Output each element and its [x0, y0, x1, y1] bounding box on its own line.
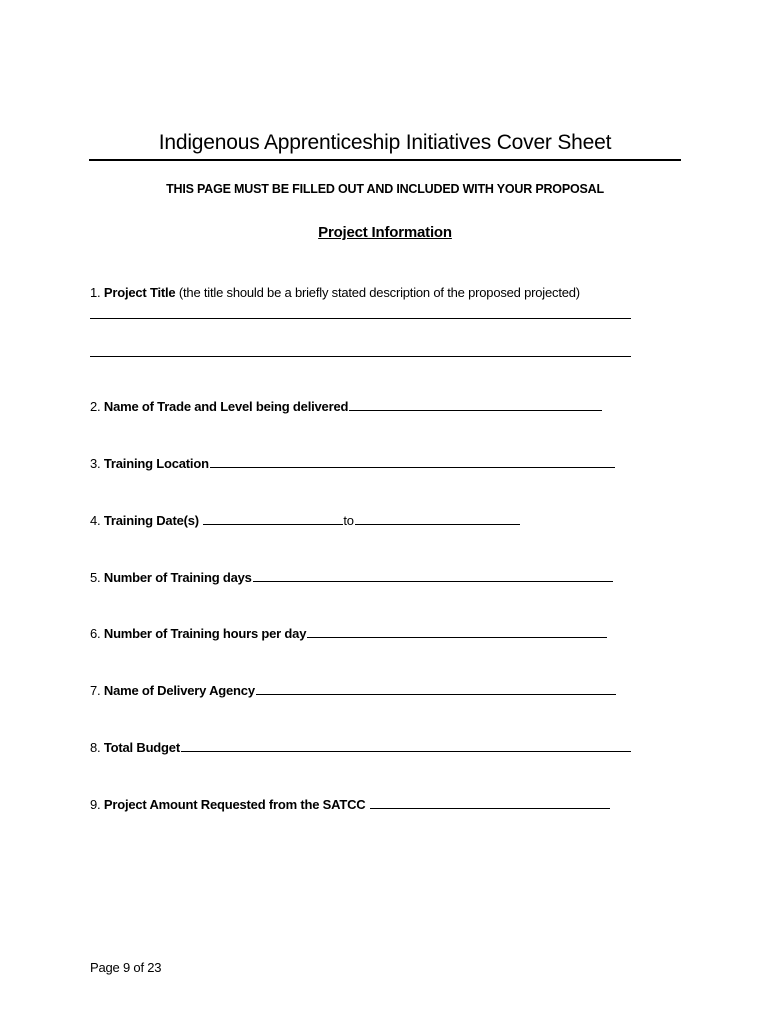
field-label: Name of Delivery Agency [103, 683, 255, 698]
field-label: Total Budget [103, 740, 180, 755]
delivery-agency-input-line[interactable] [256, 682, 616, 695]
field-training-dates [90, 512, 520, 528]
page-number: Page 9 of 23 [90, 960, 162, 975]
field-training-days [90, 569, 613, 585]
title-underline [89, 159, 681, 161]
field-delivery-agency [90, 682, 616, 698]
field-number: 1. [90, 285, 101, 300]
document-title: Indigenous Apprenticeship Initiatives Cover Sheet [158, 131, 612, 154]
section-title: Project Information [318, 224, 452, 241]
date-range-connector: to [343, 513, 354, 528]
field-number: 2. [90, 399, 101, 414]
training-date-start-input-line[interactable] [203, 512, 343, 525]
notice-text: THIS PAGE MUST BE FILLED OUT AND INCLUDED WITH YOUR PROPOSAL [166, 182, 604, 196]
field-label: Number of Training days [103, 570, 252, 585]
field-number: 4. [90, 513, 101, 528]
field-label: Number of Training hours per day [103, 626, 307, 641]
field-number: 6. [90, 626, 101, 641]
field-label: Name of Trade and Level being delivered [103, 399, 349, 414]
training-days-input-line[interactable] [253, 569, 613, 582]
amount-requested-input-line[interactable] [370, 796, 610, 809]
trade-level-input-line[interactable] [349, 398, 602, 411]
field-project-title [90, 285, 580, 300]
field-label: Project Amount Requested from the SATCC [103, 797, 366, 812]
field-number: 7. [90, 683, 101, 698]
field-number: 9. [90, 797, 101, 812]
project-title-input-line-1[interactable] [90, 318, 631, 319]
field-label: Project Title [103, 285, 176, 300]
field-number: 8. [90, 740, 101, 755]
project-title-input-line-2[interactable] [90, 356, 631, 357]
field-number: 5. [90, 570, 101, 585]
field-note: (the title should be a briefly stated description of the proposed projected) [178, 285, 580, 300]
training-date-end-input-line[interactable] [355, 512, 520, 525]
field-label: Training Date(s) [103, 513, 199, 528]
training-hours-input-line[interactable] [307, 625, 607, 638]
field-number: 3. [90, 456, 101, 471]
field-trade-level [90, 398, 602, 414]
total-budget-input-line[interactable] [181, 739, 631, 752]
field-training-location [90, 455, 615, 471]
field-total-budget [90, 739, 631, 755]
field-amount-requested [90, 796, 610, 812]
field-training-hours [90, 625, 607, 641]
field-label: Training Location [103, 456, 209, 471]
training-location-input-line[interactable] [210, 455, 615, 468]
